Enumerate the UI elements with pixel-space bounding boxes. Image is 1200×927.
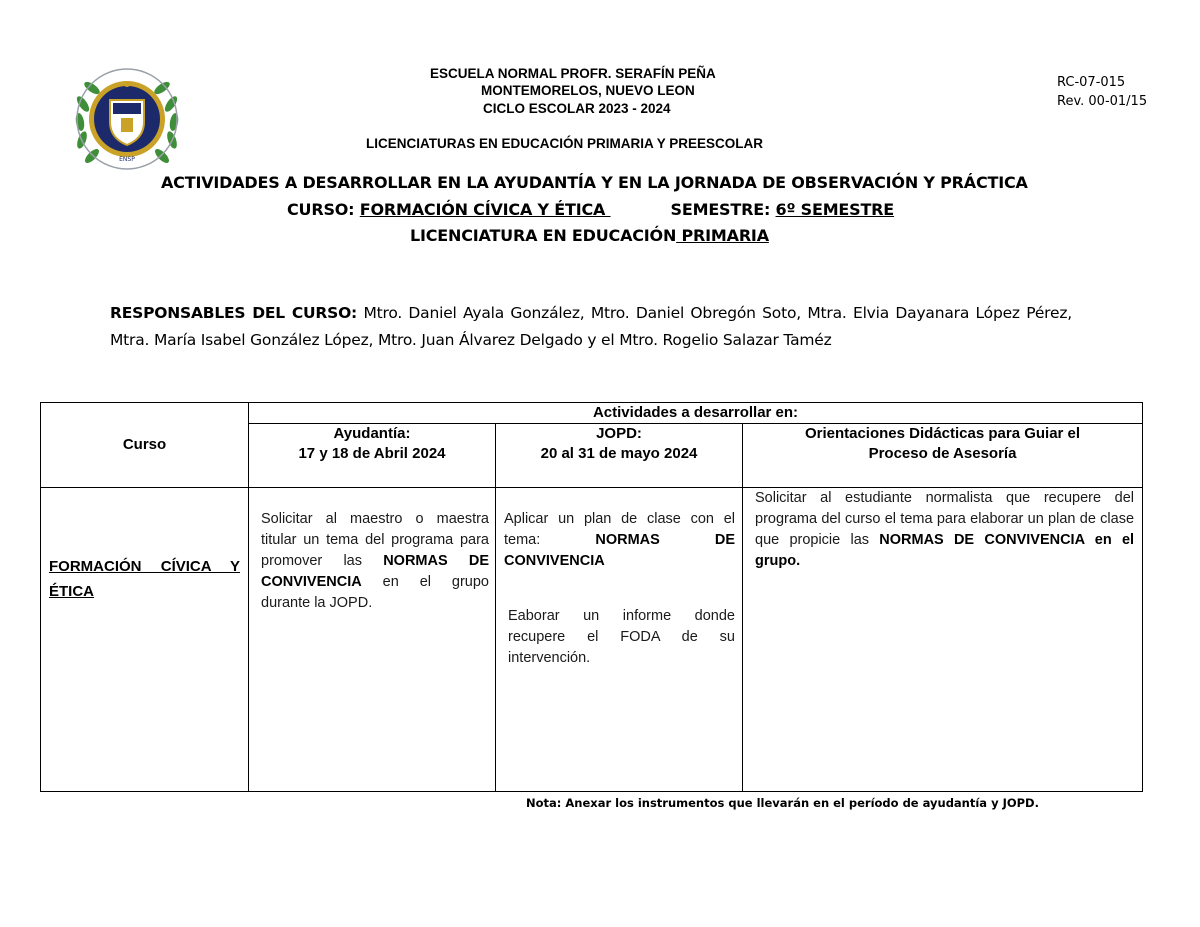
ayudantia-bold: NORMAS DE CONVIVENCIA — [261, 553, 489, 590]
course-name: FORMACIÓN CÍVICA Y ÉTICA — [49, 558, 240, 600]
degree-value: PRIMARIA — [676, 226, 769, 245]
header-course — [41, 403, 249, 488]
page-title: ACTIVIDADES A DESARROLLAR EN LA AYUDANTÍA Y EN LA JORNADA DE OBSERVACIÓN Y PRÁCTICA — [161, 173, 1028, 192]
ayudantia-text-1: Solicitar al maestro o maestra titular un tema del programa para promover las — [261, 511, 489, 569]
orientaciones-text: Solicitar al estudiante normalista que recupere del programa del curso el tema para elaborar un plan de clase que propicie las — [755, 490, 1135, 548]
jopd-text-1: Aplicar un plan de clase con el tema: — [504, 511, 735, 548]
responsables-label: RESPONSABLES DEL CURSO: — [110, 304, 358, 322]
document-revision: Rev. 00-01/15 — [1057, 94, 1148, 109]
jopd-bold: NORMAS DE CONVIVENCIA — [504, 532, 735, 569]
header-orientaciones — [743, 424, 1143, 488]
activities-header-label: Actividades a desarrollar en: — [592, 404, 799, 421]
school-name: ESCUELA NORMAL PROFR. SERAFÍN PEÑA — [430, 66, 716, 81]
cell-jopd — [496, 488, 743, 792]
school-city: MONTEMORELOS, NUEVO LEON — [481, 83, 695, 98]
ayudantia-title: Ayudantía: — [333, 425, 411, 442]
jopd-activity — [504, 509, 735, 572]
orientaciones-title-line1: Orientaciones Didácticas para Guiar el — [804, 425, 1081, 442]
table-row — [41, 488, 1143, 792]
orientaciones-activity — [755, 488, 1134, 572]
cell-orientaciones — [743, 488, 1143, 792]
semester-value: 6º SEMESTRE — [775, 200, 895, 219]
orientaciones-title-line2: Proceso de Asesoría — [868, 445, 1017, 462]
header-activities — [249, 403, 1143, 424]
degree-label: LICENCIATURA EN EDUCACIÓN — [410, 226, 677, 245]
document-code: RC-07-015 — [1057, 75, 1126, 90]
header-ayudantia — [249, 424, 496, 488]
jopd-dates: 20 al 31 de mayo 2024 — [540, 445, 698, 462]
semester-label: SEMESTRE: — [670, 200, 776, 219]
header-course-label: Curso — [122, 436, 167, 453]
degree-line — [410, 226, 769, 245]
course-value: FORMACIÓN CÍVICA Y ÉTICA — [359, 200, 611, 219]
ayudantia-dates: 17 y 18 de Abril 2024 — [298, 445, 446, 462]
ayudantia-activity — [261, 509, 489, 614]
course-semester-line — [287, 200, 894, 219]
school-year: CICLO ESCOLAR 2023 - 2024 — [483, 101, 671, 116]
responsables-names: Mtro. Daniel Ayala González, Mtro. Daniel Obregón Soto, Mtra. Elvia Dayanara López Pérez, Mtra. María Isabel González López, Mtro. Juan Álvarez Delgado y el Mtro. Rogelio Salazar Taméz — [110, 304, 1072, 349]
course-label: CURSO: — [287, 200, 360, 219]
header-jopd — [496, 424, 743, 488]
jopd-title: JOPD: — [596, 425, 642, 442]
ayudantia-text-2: en el grupo durante la JOPD. — [261, 574, 489, 611]
cell-ayudantia — [249, 488, 496, 792]
jopd-report-activity: Eaborar un informe donde recupere el FODA de su intervención. — [508, 608, 735, 666]
orientaciones-bold: NORMAS DE CONVIVENCIA en el grupo. — [755, 532, 1135, 569]
course-responsables — [110, 300, 1072, 354]
logo-text: ENSP — [119, 156, 135, 163]
activities-table — [40, 402, 1143, 792]
cell-course-name — [41, 488, 249, 792]
footnote: Nota: Anexar los instrumentos que llevarán en el período de ayudantía y JOPD. — [526, 796, 1039, 810]
programs-heading: LICENCIATURAS EN EDUCACIÓN PRIMARIA Y PREESCOLAR — [366, 136, 764, 151]
school-logo — [66, 62, 188, 176]
